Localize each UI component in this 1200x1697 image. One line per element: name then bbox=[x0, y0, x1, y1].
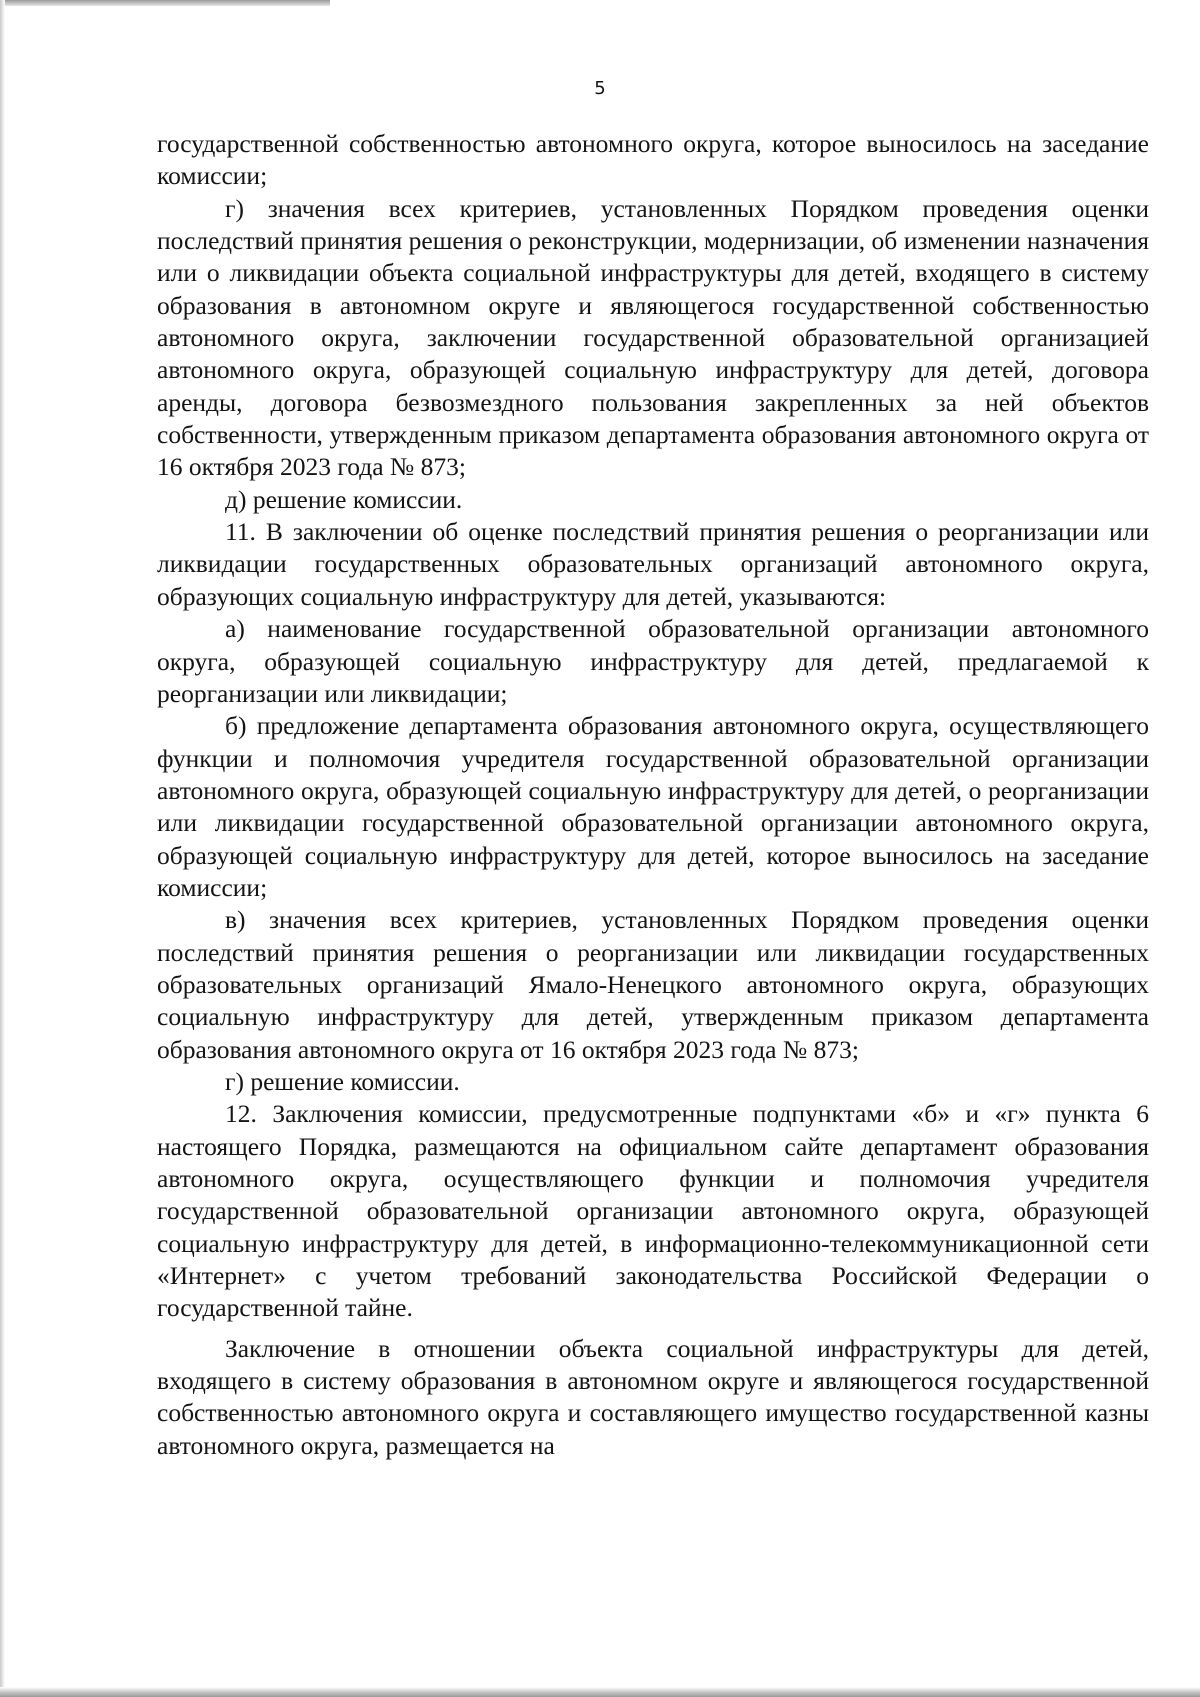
paragraph-clause-12: 12. Заключения комиссии, предусмотренные подпунктами «б» и «г» пункта 6 настоящего Порядка, размещаются на официальном сайте департамент образования автономного округа, осуществляющего функции и полномочия учредителя государственной образовательной организации автономного округа, образующей социальную инфраструктуру для детей, в информационно-телекоммуникационной сети «Интернет» с учетом требований законодательства Российской Федерации о государственной тайне. bbox=[157, 1099, 1149, 1323]
document-body bbox=[157, 128, 1149, 1462]
paragraph-item-b: б) предложение департамента образования автономного округа, осуществляющего функции и полномочия учредителя государственной образовательной организации автономного округа, образующей социальную инфраструктуру для детей, о реорганизации или ликвидации государственной образовательной организации автономного округа, образующей социальную инфраструктуру для детей, которое выносилось на заседание комиссии; bbox=[157, 711, 1149, 902]
page-number: 5 bbox=[594, 78, 606, 99]
paragraph-continuation: государственной собственностью автономного округа, которое выносилось на заседание комиссии; bbox=[157, 129, 1149, 191]
scan-edge-left bbox=[0, 0, 5, 1697]
paragraph-item-g-2: г) решение комиссии. bbox=[225, 1066, 460, 1096]
scan-edge-top bbox=[0, 0, 330, 6]
paragraph-item-v: в) значения всех критериев, установленных Порядком проведения оценки последствий принятия решения о реорганизации или ликвидации государственных образовательных организаций Ямало-Ненецкого автономного округа, образующих социальную инфраструктуру для детей, утвержденным приказом департамента образования автономного округа от 16 октября 2023 года № 873; bbox=[157, 905, 1149, 1064]
paragraph-clause-11: 11. В заключении об оценке последствий принятия решения о реорганизации или ликвидации государственных образовательных организаций автономного округа, образующих социальную инфраструктуру для детей, указываются: bbox=[157, 517, 1149, 611]
scan-edge-bottom bbox=[0, 1687, 1200, 1697]
paragraph-item-a: а) наименование государственной образовательной организации автономного округа, образующей социальную инфраструктуру для детей, предлагаемой к реорганизации или ликвидации; bbox=[157, 614, 1149, 708]
paragraph-item-g: г) значения всех критериев, установленных Порядком проведения оценки последствий принятия решения о реконструкции, модернизации, об изменении назначения или о ликвидации объекта социальной инфраструктуры для детей, входящего в систему образования в автономном округе и являющегося государственной собственностью автономного округа, заключении государственной образовательной организацией автономного округа, образующей социальную инфраструктуру для детей, договора аренды, договора безвозмездного пользования закрепленных за ней объектов собственности, утвержденным приказом департамента образования автономного округа от 16 октября 2023 года № 873; bbox=[157, 193, 1149, 482]
paragraph-item-d: д) решение комиссии. bbox=[225, 484, 463, 514]
paragraph-conclusion: Заключение в отношении объекта социальной инфраструктуры для детей, входящего в систему образования в автономном округе и являющегося государственной собственностью автономного округа и составляющего имущество государственной казны автономного округа, размещается на bbox=[157, 1333, 1149, 1460]
